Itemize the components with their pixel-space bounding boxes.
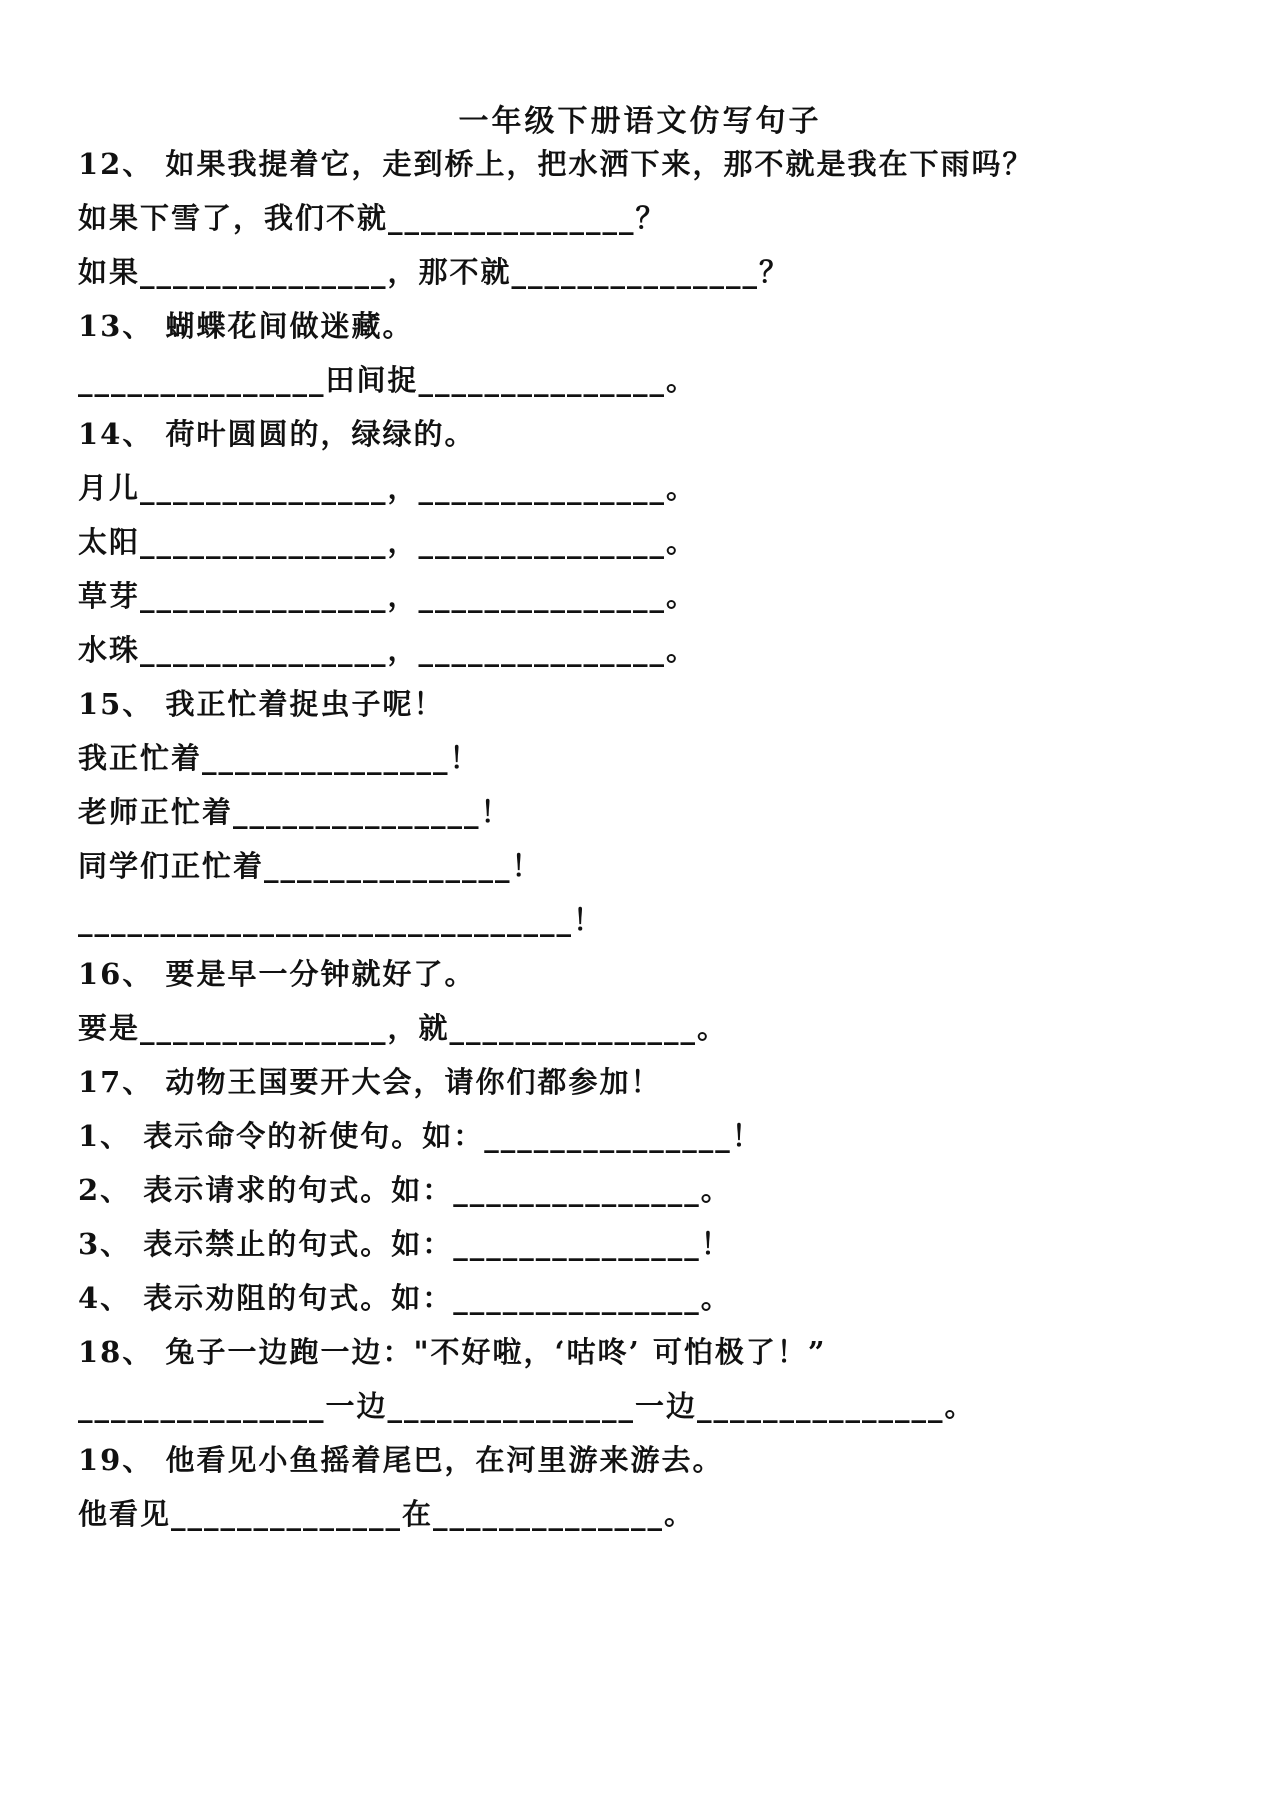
q17-exercise-1: 1、 表示命令的祈使句。如：_______________！ (78, 1119, 763, 1153)
q17-exercise-2: 2、 表示请求的句式。如：_______________。 (78, 1173, 732, 1207)
q17-exercise-3: 3、 表示禁止的句式。如：_______________！ (78, 1227, 732, 1261)
q12-exercise-1: 如果下雪了，我们不就_______________？ (78, 201, 667, 235)
q18-exercise-1: _______________一边_______________一边_______________。 (78, 1389, 976, 1423)
q12-example: 12、 如果我提着它，走到桥上，把水洒下来，那不就是我在下雨吗？ (78, 147, 1034, 181)
q15-exercise-4: ______________________________！ (78, 903, 605, 937)
q15-exercise-2: 老师正忙着_______________！ (78, 795, 512, 829)
q14-exercise-4: 水珠_______________，_______________。 (78, 633, 698, 667)
q16-exercise-1: 要是_______________，就_______________。 (78, 1011, 729, 1045)
q14-exercise-1: 月儿_______________，_______________。 (78, 471, 698, 505)
q18-example: 18、 兔子一边跑一边："不好啦，‘咕咚’ 可怕极了！” (78, 1335, 827, 1369)
page-title: 一年级下册语文仿写句子 (458, 104, 822, 139)
q14-example: 14、 荷叶圆圆的，绿绿的。 (78, 417, 476, 451)
q15-example: 15、 我正忙着捉虫子呢！ (78, 687, 445, 721)
q15-exercise-3: 同学们正忙着_______________！ (78, 849, 543, 883)
q15-exercise-1: 我正忙着_______________！ (78, 741, 481, 775)
q12-exercise-2: 如果_______________，那不就_______________？ (78, 255, 791, 289)
q13-example: 13、 蝴蝶花间做迷藏。 (78, 309, 414, 343)
q14-exercise-2: 太阳_______________，_______________。 (78, 525, 698, 559)
q14-exercise-3: 草芽_______________，_______________。 (78, 579, 698, 613)
q13-exercise-1: _______________田间捉_______________。 (78, 363, 698, 397)
q19-example: 19、 他看见小鱼摇着尾巴，在河里游来游去。 (78, 1443, 724, 1477)
q17-example: 17、 动物王国要开大会，请你们都参加！ (78, 1065, 662, 1099)
q19-exercise-1: 他看见______________在______________。 (78, 1497, 696, 1531)
q17-exercise-4: 4、 表示劝阻的句式。如：_______________。 (78, 1281, 732, 1315)
q16-example: 16、 要是早一分钟就好了。 (78, 957, 476, 991)
